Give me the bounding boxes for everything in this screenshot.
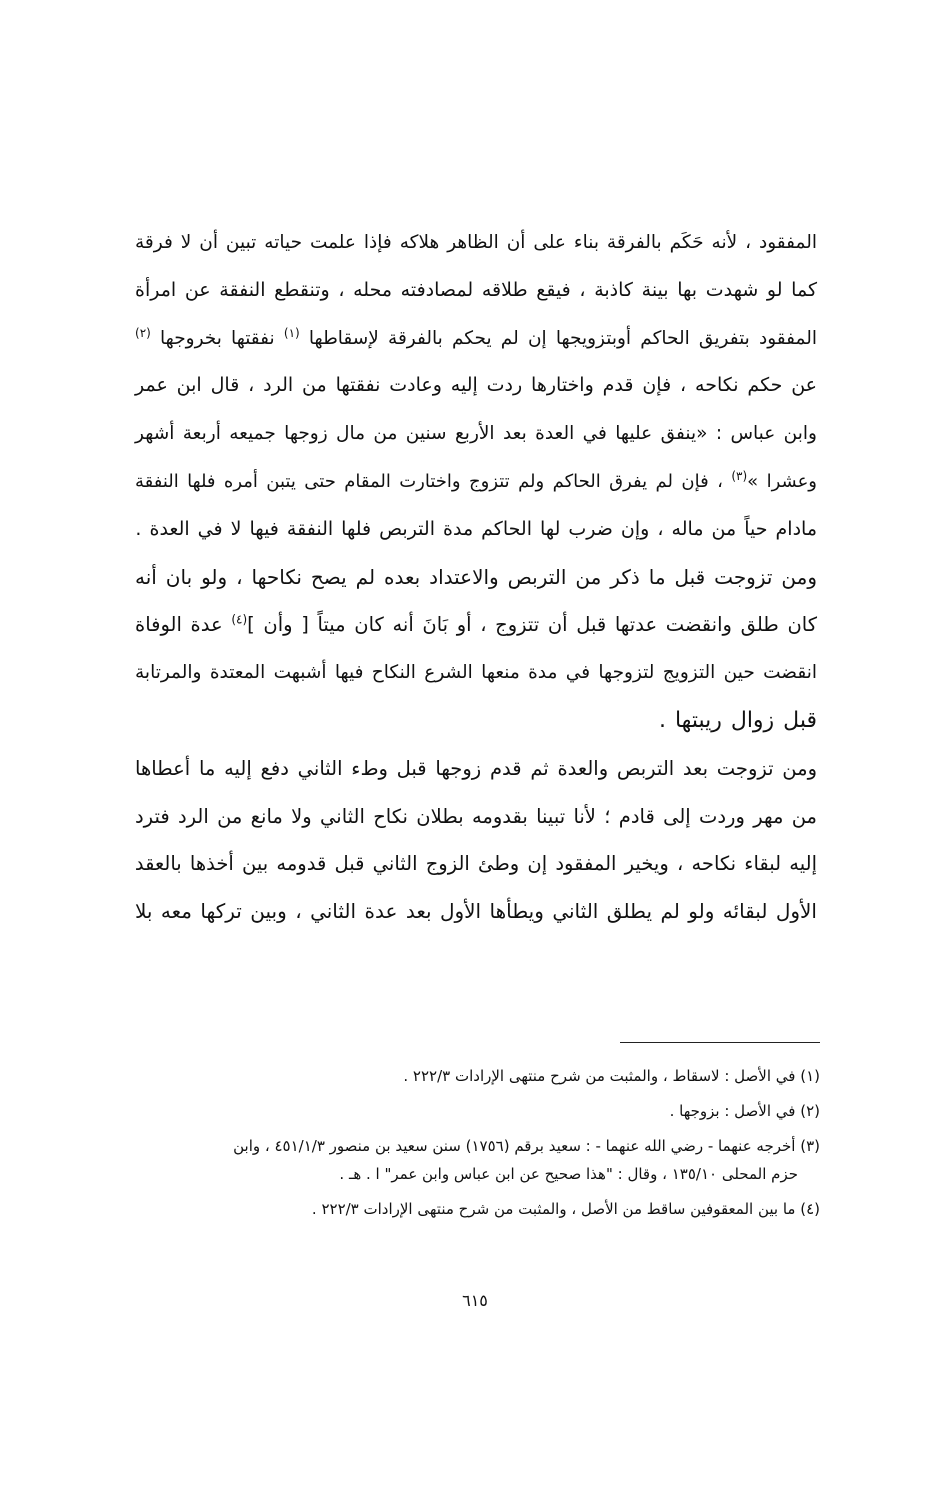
main-text bbox=[135, 219, 817, 936]
text-line: مادام حياً من ماله ، وإن ضرب لها الحاكم مدة التربص فلها النفقة فيها لا في العدة . bbox=[135, 517, 817, 540]
footnotes bbox=[150, 1062, 820, 1230]
footnote-separator bbox=[620, 1042, 820, 1043]
text-line: إليه لبقاء نكاحه ، ويخير المفقود إن وطئ الزوج الثاني قبل قدومه بين أخذها بالعقد bbox=[134, 852, 817, 876]
text-segment: المفقود بتفريق الحاكم أوبتزويجها إن لم يحكم بالفرقة لإسقاطها bbox=[308, 327, 817, 349]
text-segment: كان طلق وانقضت عدتها قبل أن تتزوج ، أو بَانَ أنه كان ميتاً [ وأن ] bbox=[247, 613, 818, 637]
footnote-ref-3: (٣) bbox=[731, 468, 748, 483]
footnote-ref-1: (١) bbox=[283, 325, 300, 340]
footnote-1: (١) في الأصل : لاسقاط ، والمثبت من شرح منتهى الإرادات ٢٢٢/٣ . bbox=[403, 1067, 820, 1085]
footnote-3-line-2: حزم المحلى ١٣٥/١٠ ، وقال : "هذا صحيح عن ابن عباس وابن عمر" ا . هـ . bbox=[339, 1165, 798, 1183]
text-segment: عدة الوفاة bbox=[135, 613, 223, 637]
text-line: كما لو شهدت بها بينة كاذبة ، فيقع طلاقه لمصادفته محله ، وتنقطع النفقة عن امرأة bbox=[135, 278, 817, 301]
text-line: قبل زوال ريبتها . bbox=[658, 707, 817, 733]
footnote-3-line-1: (٣) أخرجه عنهما - رضي الله عنهما - : سعيد برقم (١٧٥٦) سنن سعيد بن منصور ٤٥١/١/٣ ، وابن bbox=[233, 1137, 820, 1155]
footnote-2: (٢) في الأصل : بزوجها . bbox=[669, 1102, 820, 1120]
text-line: المفقود ، لأنه حَكَم بالفرقة بناء على أن الظاهر هلاكه فإذا علمت حياته تبين أن لا فرقة bbox=[135, 232, 817, 253]
text-segment: وعشرا » bbox=[747, 470, 817, 492]
text-line: وابن عباس : «ينفق عليها في العدة بعد الأربع سنين من مال زوجها جميعه أربعة أشهر bbox=[135, 423, 817, 445]
footnote-ref-2: (٢) bbox=[135, 325, 151, 340]
page-number: ٦١٥ bbox=[462, 1291, 488, 1310]
text-line: من مهر وردت إلى قادم ؛ لأنا تبينا بقدومه بطلان نكاح الثاني ولا مانع من الرد فترد bbox=[135, 804, 817, 828]
text-line: ومن تزوجت قبل ما ذكر من التربص والاعتداد بعده لم يصح نكاحها ، ولو بان أنه bbox=[135, 564, 817, 589]
text-line: عن حكم نكاحه ، فإن قدم واختارها ردت إليه وعادت نفقتها من الرد ، قال ابن عمر bbox=[135, 374, 817, 397]
text-segment: نفقتها بخروجها bbox=[160, 327, 275, 349]
text-line: انقضت حين التزويج لتزوجها في مدة منعها الشرع النكاح فيها أشبهت المعتدة والمرتابة bbox=[135, 662, 817, 684]
text-line bbox=[135, 315, 817, 363]
footnote-4: (٤) ما بين المعقوفين ساقط من الأصل ، والمثبت من شرح منتهى الإرادات ٢٢٢/٣ . bbox=[311, 1200, 820, 1218]
text-line: ومن تزوجت بعد التربص والعدة ثم قدم زوجها قبل وطء الثاني دفع إليه ما أعطاها bbox=[135, 756, 817, 780]
text-line: الأول لبقائه ولو لم يطلق الثاني ويطأها الأول بعد عدة الثاني ، وبين تركها معه بلا bbox=[135, 899, 817, 924]
text-line bbox=[135, 601, 817, 649]
text-segment: ، فإن لم يفرق الحاكم ولم تتزوج واختارت المقام حتى يتبن أمره فلها النفقة bbox=[135, 470, 723, 492]
text-line bbox=[135, 458, 817, 506]
footnote-3 bbox=[150, 1132, 820, 1188]
footnote-ref-4: (٤) bbox=[231, 612, 248, 627]
